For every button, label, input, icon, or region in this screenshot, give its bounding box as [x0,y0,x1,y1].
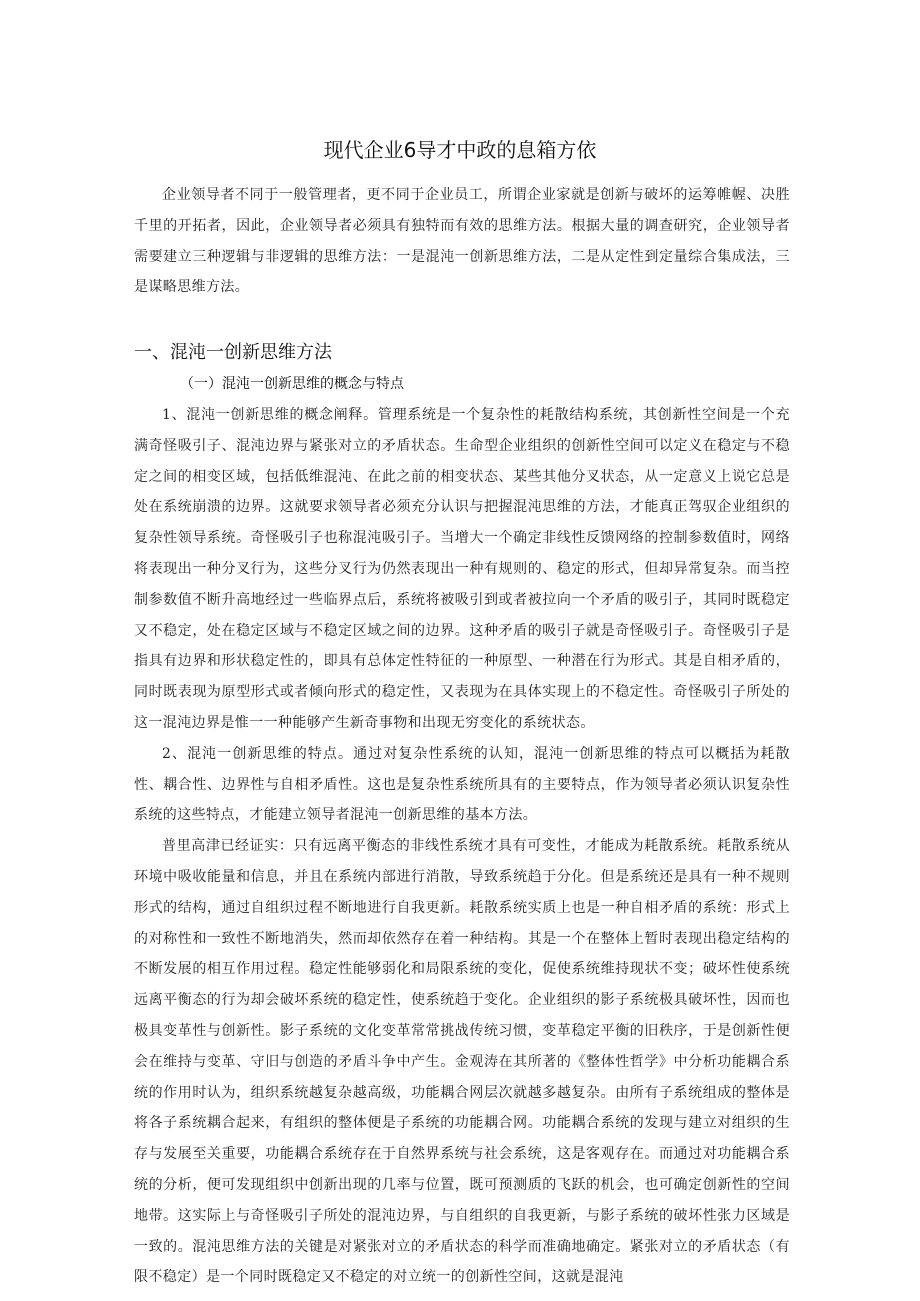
body-paragraph-3: 普里高津已经证实：只有远离平衡态的非线性系统才具有可变性，才能成为耗散系统。耗散系统从环境中吸收能量和信息，并且在系统内部进行消散，导致系统趋于分化。但是系统还是具有一种不规则形式的结构，通过自组织过程不断地进行自我更新。耗散系统实质上也是一种自相矛盾的系统：形式上的对称性和一致性不断地消失，然而却依然存在着一种结构。其是一个在整体上暂时表现出稳定结构的不断发展的相互作用过程。稳定性能够弱化和局限系统的变化，促使系统维持现状不变；破坏性使系统远离平衡态的行为却会破坏系统的稳定性，使系统趋于变化。企业组织的影子系统极具破坏性，因而也极具变革性与创新性。影子系统的文化变革常常挑战传统习惯，变革稳定平衡的旧秩序，于是创新性便会在维持与变革、守旧与创造的矛盾斗争中产生。金观涛在其所著的《整体性哲学》中分析功能耦合系统的作用时认为，组织系统越复杂越高级，功能耦合网层次就越多越复杂。由所有子系统组成的整体是将各子系统耦合起来，有组织的整体便是子系统的功能耦合网。功能耦合系统的发现与建立对组织的生存与发展至关重要，功能耦合系统存在于自然界系统与社会系统，这是客观存在。而通过对功能耦合系统的分析，便可发现组织中创新出现的几率与位置，既可预测质的飞跃的机会，也可确定创新性的空间地带。这实际上与奇怪吸引子所处的混沌边界，与自组织的自我更新，与影子系统的破坏性张力区域是一致的。混沌思维方法的关键是对紧张对立的矛盾状态的科学而准确地确定。紧张对立的矛盾状态（有限不稳定）是一个同时既稳定又不稳定的对立统一的创新性空间，这就是混沌 [134,838,790,1286]
body-paragraph-1: 1、混沌一创新思维的概念阐释。管理系统是一个复杂性的耗散结构系统，其创新性空间是一个充满奇怪吸引子、混沌边界与紧张对立的矛盾状态。生命型企业组织的创新性空间可以定义在稳定与不稳定之间的相变区域，包括低维混沌、在此之前的相变状态、某些其他分叉状态，从一定意义上说它总是处在系统崩溃的边界。这就要求领导者必须充分认识与把握混沌思维的方法，才能真正驾驭企业组织的复杂性领导系统。奇怪吸引子也称混沌吸引子。当增大一个确定非线性反馈网络的控制参数值时，网络将表现出一种分叉行为，这些分叉行为仍然表现出一种有规则的、稳定的形式，但却异常复杂。而当控制参数值不断升高地经过一些临界点后，系统将被吸引到或者被拉向一个矛盾的吸引子，其同时既稳定又不稳定，处在稳定区域与不稳定区域之间的边界。这种矛盾的吸引子就是奇怪吸引子。奇怪吸引子是指具有边界和形状稳定性的，即具有总体定性特征的一种原型、一种潜在行为形式。其是自相矛盾的，同时既表现为原型形式或者倾向形式的稳定性，又表现为在具体实现上的不稳定性。奇怪吸引子所处的这一混沌边界是惟一一种能够产生新奇事物和出现无穷变化的系统状态。 [134,407,790,731]
document-title: 现代企业6导才中政的息箱方依 [323,138,597,162]
body-paragraph-2: 2、混沌一创新思维的特点。通过对复杂性系统的认知，混沌一创新思维的特点可以概括为耗散性、耦合性、边界性与自相矛盾性。这也是复杂性系统所具有的主要特点，作为领导者必须认识复杂性系统的这些特点，才能建立领导者混沌一创新思维的基本方法。 [134,745,790,824]
section-body [134,400,790,1293]
intro-paragraph: 企业领导者不同于一般管理者，更不同于企业员工，所谓企业家就是创新与破坏的运筹帷幄、决胜千里的开拓者，因此，企业领导者必须具有独特而有效的思维方法。根据大量的调查研究，企业领导者需要建立三种逻辑与非逻辑的思维方法：一是混沌一创新思维方法，二是从定性到定量综合集成法，三是谋略思维方法。 [134,187,790,296]
intro-section [134,180,790,303]
subsection-heading: （一）混沌一创新思维的概念与特点 [180,376,404,392]
section-heading: 一、混沌一创新思维方法 [134,342,332,363]
